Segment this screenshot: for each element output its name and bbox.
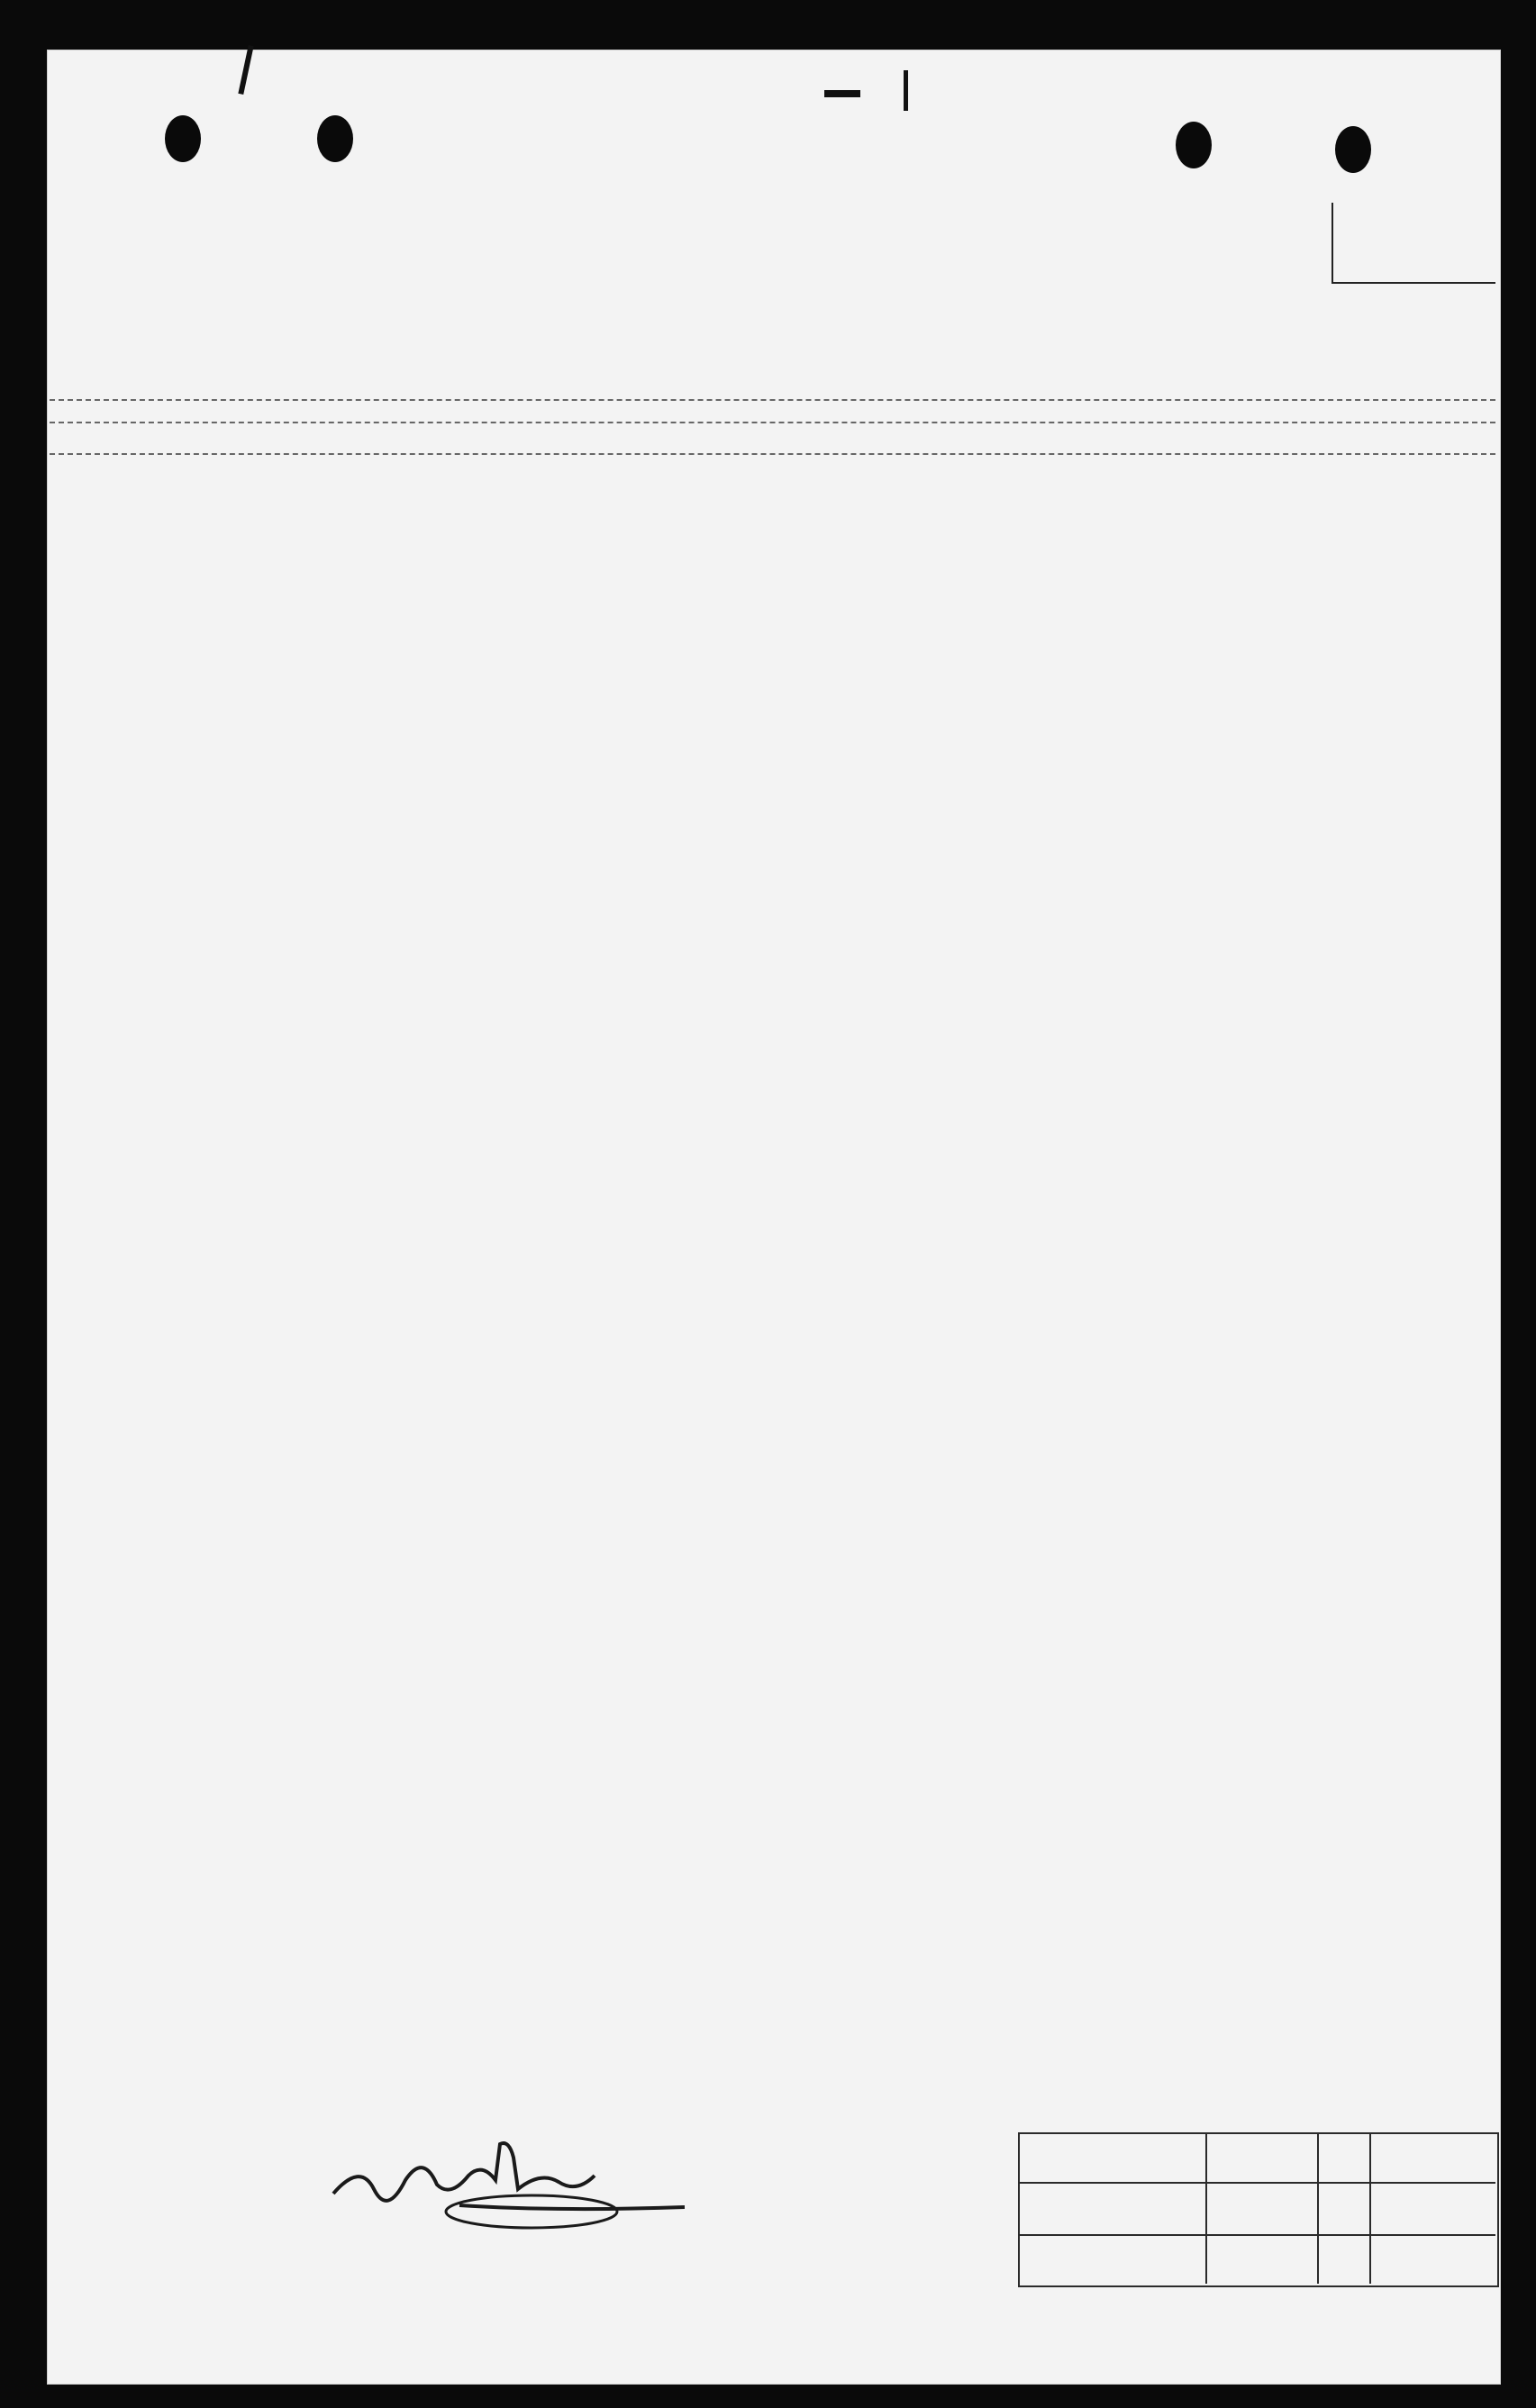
totals-divider	[1018, 2234, 1495, 2236]
totals-divider	[1018, 2182, 1495, 2184]
punch-hole	[1335, 126, 1371, 173]
page-number-box	[1332, 203, 1495, 284]
divider	[50, 422, 1495, 423]
totals-divider	[1317, 2132, 1319, 2284]
totals-divider	[1369, 2132, 1371, 2284]
punch-hole	[165, 115, 201, 162]
preparer-signature	[324, 2126, 685, 2234]
passenger-table	[47, 464, 1499, 2132]
ink-mark	[904, 70, 908, 111]
totals-box	[1018, 2132, 1499, 2287]
divider	[50, 399, 1495, 401]
totals-divider	[1205, 2132, 1207, 2284]
ink-mark	[824, 90, 860, 97]
punch-hole	[317, 115, 353, 162]
punch-hole	[1176, 122, 1212, 168]
divider	[50, 453, 1495, 455]
